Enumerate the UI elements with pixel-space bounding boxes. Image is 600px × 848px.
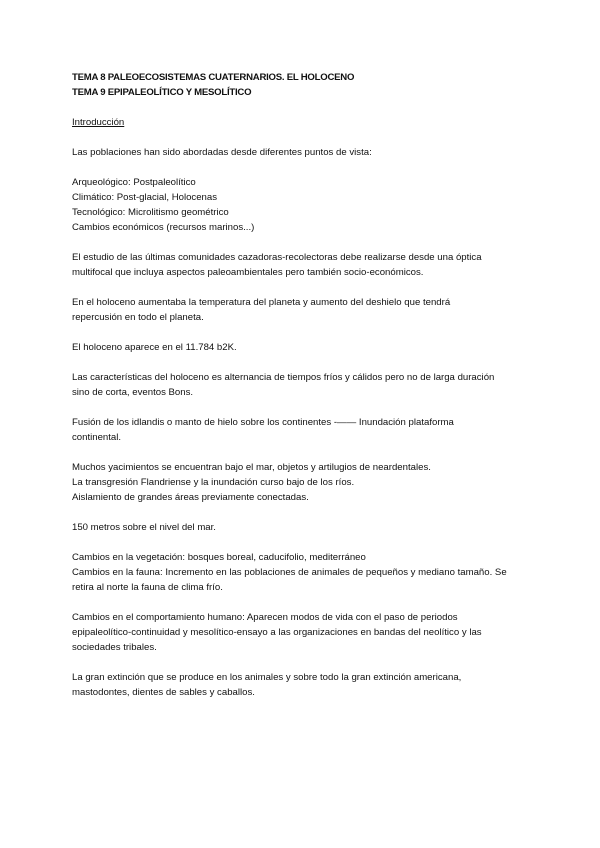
text-line: retira al norte la fauna de clima frío. [72, 582, 223, 593]
title-tema-9: TEMA 9 EPIPALEOLÍTICO Y MESOLÍTICO [72, 87, 252, 98]
text-line: La gran extinción que se produce en los animales y sobre todo la gran extinción americana, [72, 672, 462, 683]
text-line: En el holoceno aumentaba la temperatura del planeta y aumento del deshielo que tendrá [72, 297, 451, 308]
text-line: repercusión en todo el planeta. [72, 312, 204, 323]
title-tema-8: TEMA 8 PALEOECOSISTEMAS CUATERNARIOS. EL HOLOCENO [72, 72, 355, 83]
paragraph [72, 340, 540, 355]
text-line: Cambios en la vegetación: bosques boreal, caducifolio, mediterráneo [72, 552, 366, 563]
paragraph [72, 175, 540, 235]
paragraph [72, 370, 540, 400]
section-heading: Introducción [72, 117, 125, 128]
text-line: Fusión de los idlandis o manto de hielo sobre los continentes -—— Inundación plataforma [72, 417, 454, 428]
paragraph [72, 250, 540, 280]
text-line: Las características del holoceno es alternancia de tiempos fríos y cálidos pero no de larga duración [72, 372, 495, 383]
text-line: Cambios económicos (recursos marinos...) [72, 222, 255, 233]
text-line: Las poblaciones han sido abordadas desde diferentes puntos de vista: [72, 147, 372, 158]
paragraph [72, 145, 540, 160]
text-line: sino de corta, eventos Bons. [72, 387, 194, 398]
text-line: epipaleolítico-continuidad y mesolítico-ensayo a las organizaciones en bandas del neolítico y las [72, 627, 482, 638]
text-line: multifocal que incluya aspectos paleoambientales pero también socio-económicos. [72, 267, 424, 278]
text-line: sociedades tribales. [72, 642, 157, 653]
paragraph [72, 610, 540, 655]
text-line: El holoceno aparece en el 11.784 b2K. [72, 342, 237, 353]
text-line: mastodontes, dientes de sables y caballos. [72, 687, 255, 698]
document-body [72, 145, 540, 700]
text-line: Tecnológico: Microlitismo geométrico [72, 207, 229, 218]
paragraph [72, 520, 540, 535]
text-line: Cambios en la fauna: Incremento en las poblaciones de animales de pequeños y mediano tamaño. Se [72, 567, 507, 578]
paragraph [72, 415, 540, 445]
text-line: Muchos yacimientos se encuentran bajo el mar, objetos y artilugios de neardentales. [72, 462, 431, 473]
paragraph [72, 670, 540, 700]
text-line: Aislamiento de grandes áreas previamente conectadas. [72, 492, 309, 503]
text-line: Arqueológico: Postpaleolítico [72, 177, 196, 188]
text-line: El estudio de las últimas comunidades cazadoras-recolectoras debe realizarse desde una óptica [72, 252, 482, 263]
paragraph [72, 295, 540, 325]
paragraph [72, 550, 540, 595]
text-line: Climático: Post-glacial, Holocenas [72, 192, 218, 203]
text-line: 150 metros sobre el nivel del mar. [72, 522, 216, 533]
text-line: Cambios en el comportamiento humano: Aparecen modos de vida con el paso de periodos [72, 612, 458, 623]
text-line: La transgresión Flandriense y la inundación curso bajo de los ríos. [72, 477, 355, 488]
text-line: continental. [72, 432, 122, 443]
paragraph [72, 460, 540, 505]
